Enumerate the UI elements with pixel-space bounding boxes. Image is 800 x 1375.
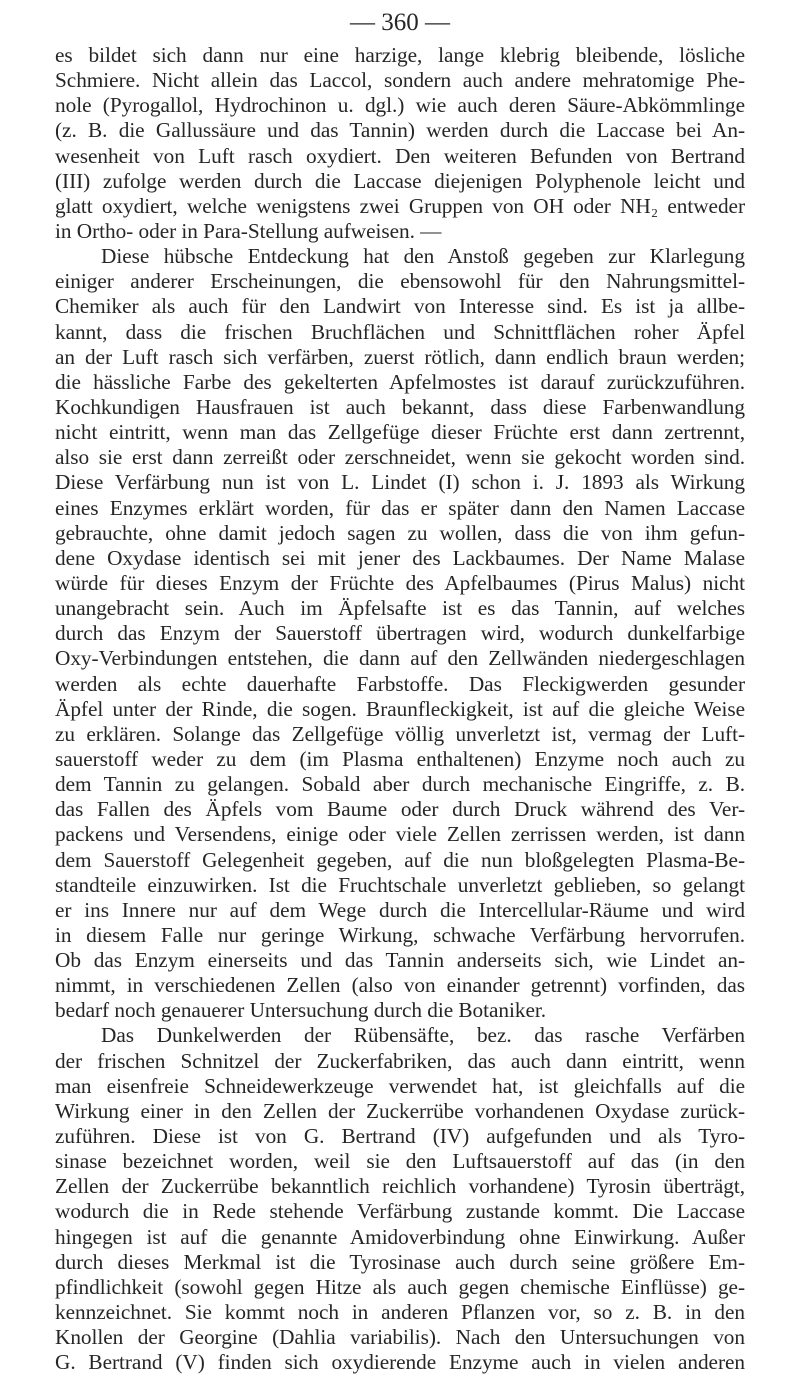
text-line: durch das Enzym der Sauerstoff übertragen wird, wodurch dunkelfarbige — [55, 621, 745, 646]
text-line: es bildet sich dann nur eine harzige, lange klebrig bleibende, lösliche — [55, 43, 745, 67]
text-line: unangebracht sein. Auch im Äpfelsafte ist es das Tannin, auf welches — [55, 596, 745, 621]
text-line: Äpfel unter der Rinde, die sogen. Braunfleckigkeit, ist auf die gleiche Weise — [55, 696, 745, 721]
text-line: pfindlichkeit (sowohl gegen Hitze als auch gegen chemische Einflüsse) ge- — [55, 1274, 745, 1299]
text-line: also sie erst dann zerreißt oder zerschneidet, wenn sie gekocht worden sind. — [55, 445, 745, 470]
text-line: hingegen ist auf die genannte Amidoverbindung ohne Einwirkung. Außer — [55, 1224, 745, 1249]
text-line: standteile einzuwirken. Ist die Fruchtschale unverletzt geblieben, so gelangt — [55, 872, 745, 897]
text-line: nicht eintritt, wenn man das Zellgefüge dieser Früchte erst dann zertrennt, — [55, 420, 745, 445]
text-line: bedarf noch genauerer Untersuchung durch die Botaniker. — [55, 998, 547, 1023]
text-line: dem Tannin zu gelangen. Sobald aber durch mechanische Eingriffe, z. B. — [55, 772, 745, 797]
text-line: in diesem Falle nur geringe Wirkung, schwache Verfärbung hervorrufen. — [55, 922, 745, 947]
text-line: nole (Pyrogallol, Hydrochinon u. dgl.) wie auch deren Säure-Abkömmlinge — [55, 93, 745, 118]
text-line: Oxy-Verbindungen entstehen, die dann auf den Zellwänden niedergeschlagen — [55, 646, 745, 671]
text-line: das Fallen des Äpfels vom Baume oder durch Druck während des Ver- — [55, 797, 745, 822]
text-line: dem Sauerstoff Gelegenheit gegeben, auf die nun bloßgelegten Plasma-Be- — [55, 847, 745, 872]
text-line: glatt oxydiert, welche wenigstens zwei Gruppen von OH oder NH₂ entweder — [55, 193, 745, 218]
text-line: dene Oxydase identisch sei mit jener des Lackbaumes. Der Name Malase — [55, 545, 745, 570]
text-line: Kochkundigen Hausfrauen ist auch bekannt, dass diese Farbenwandlung — [55, 394, 745, 419]
text-line: Das Dunkelwerden der Rübensäfte, bez. das rasche Verfärben — [101, 1023, 745, 1048]
text-line: würde für dieses Enzym der Früchte des Apfelbaumes (Pirus Malus) nicht — [55, 570, 745, 595]
text-line: werden als echte dauerhafte Farbstoffe. Das Fleckigwerden gesunder — [55, 671, 745, 696]
text-line: an der Luft rasch sich verfärben, zuerst rötlich, dann endlich braun werden; — [55, 344, 745, 369]
body-text — [55, 43, 745, 1375]
text-line: in Ortho- oder in Para-Stellung aufweisen. — — [55, 218, 442, 243]
text-line: er ins Innere nur auf dem Wege durch die Intercellular-Räume und wird — [55, 897, 745, 922]
text-line: gebrauchte, ohne damit jedoch sagen zu wollen, dass die von ihm gefun- — [55, 520, 745, 545]
text-line: nimmt, in verschiedenen Zellen (also von einander getrennt) vorfinden, das — [55, 973, 745, 998]
text-line: Diese hübsche Entdeckung hat den Anstoß gegeben zur Klarlegung — [101, 244, 745, 269]
text-line: (z. B. die Gallussäure und das Tannin) werden durch die Laccase bei An- — [55, 118, 745, 143]
text-line: Chemiker als auch für den Landwirt von Interesse sind. Es ist ja allbe- — [55, 294, 745, 319]
text-line: Schmiere. Nicht allein das Laccol, sondern auch andere mehratomige Phe- — [55, 68, 745, 93]
text-line: Zellen der Zuckerrübe bekanntlich reichlich vorhandene) Tyrosin überträgt, — [55, 1174, 745, 1199]
text-line: Diese Verfärbung nun ist von L. Lindet (I) schon i. J. 1893 als Wirkung — [55, 470, 745, 495]
text-line: Ob das Enzym einerseits und das Tannin anderseits sich, wie Lindet an- — [55, 948, 745, 973]
text-line: wodurch die in Rede stehende Verfärbung zustande kommt. Die Laccase — [55, 1199, 745, 1224]
text-line: packens und Versendens, einige oder viele Zellen zerrissen werden, ist dann — [55, 822, 745, 847]
text-line: G. Bertrand (V) finden sich oxydierende Enzyme auch in vielen anderen — [55, 1350, 745, 1375]
text-line: der frischen Schnitzel der Zuckerfabriken, das auch dann eintritt, wenn — [55, 1048, 745, 1073]
text-line: sauerstoff weder zu dem (im Plasma enthaltenen) Enzyme noch auch zu — [55, 746, 745, 771]
text-line: einiger anderer Erscheinungen, die ebensowohl für den Nahrungsmittel- — [55, 269, 745, 294]
text-line: man eisenfreie Schneidewerkzeuge verwendet hat, ist gleichfalls auf die — [55, 1073, 745, 1098]
text-line: zu erklären. Solange das Zellgefüge völlig unverletzt ist, vermag der Luft- — [55, 721, 745, 746]
text-line: eines Enzymes erklärt worden, für das er später dann den Namen Laccase — [55, 495, 745, 520]
text-line: kennzeichnet. Sie kommt noch in anderen Pflanzen vor, so z. B. in den — [55, 1300, 745, 1325]
text-line: wesenheit von Luft rasch oxydiert. Den weiteren Befunden von Bertrand — [55, 143, 745, 168]
text-line: kannt, dass die frischen Bruchflächen und Schnittflächen roher Äpfel — [55, 319, 745, 344]
text-line: Knollen der Georgine (Dahlia variabilis). Nach den Untersuchungen von — [55, 1325, 745, 1350]
page-number: — 360 — — [350, 9, 450, 36]
text-line: sinase bezeichnet worden, weil sie den Luftsauerstoff auf das (in den — [55, 1149, 745, 1174]
text-line: durch dieses Merkmal ist die Tyrosinase auch durch seine größere Em- — [55, 1249, 745, 1274]
text-line: (III) zufolge werden durch die Laccase diejenigen Polyphenole leicht und — [55, 168, 745, 193]
text-line: zuführen. Diese ist von G. Bertrand (IV) aufgefunden und als Tyro- — [55, 1124, 745, 1149]
text-line: Wirkung einer in den Zellen der Zuckerrübe vorhandenen Oxydase zurück- — [55, 1098, 745, 1123]
text-line: die hässliche Farbe des gekelterten Apfelmostes ist darauf zurückzuführen. — [55, 369, 745, 394]
